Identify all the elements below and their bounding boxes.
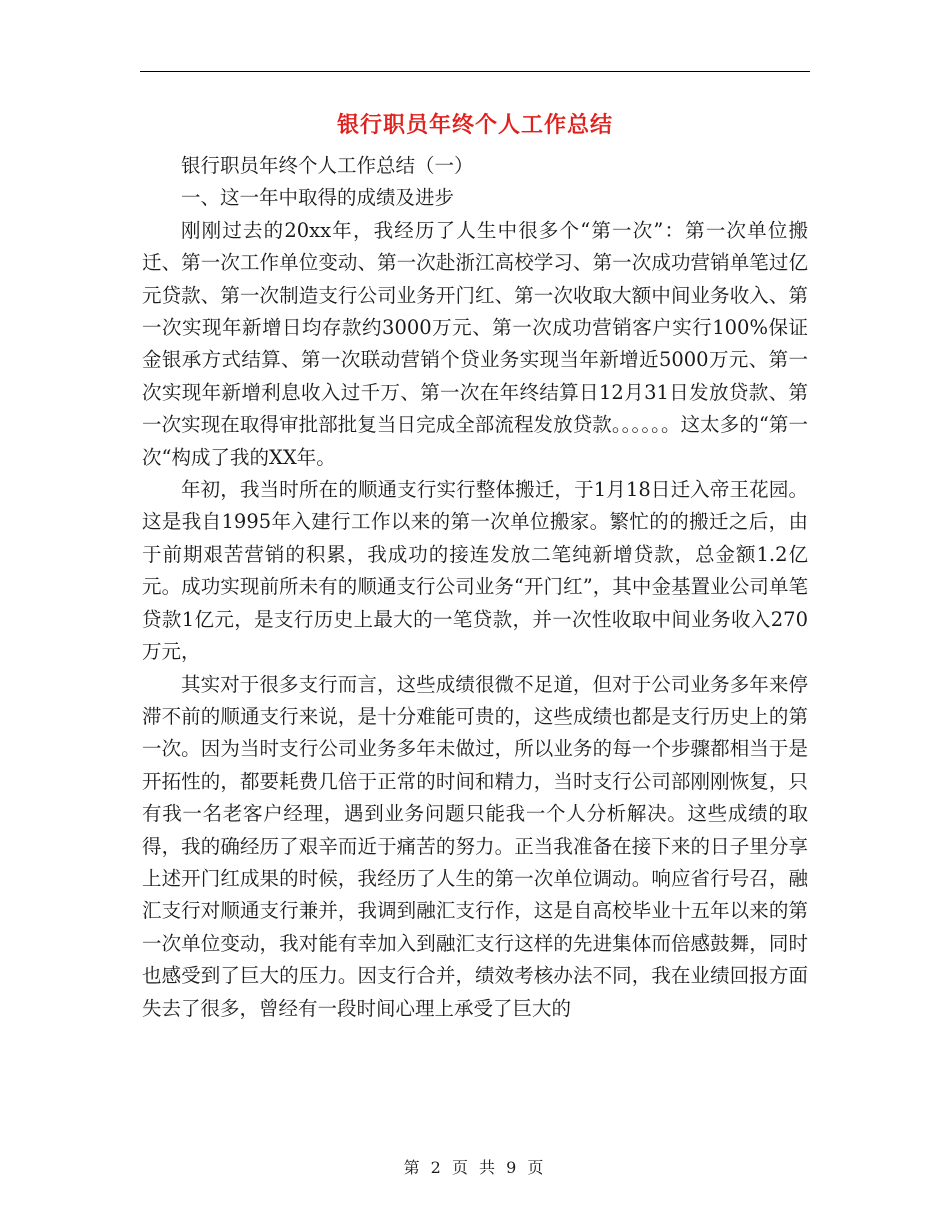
section-title: 银行职员年终个人工作总结（一） <box>181 154 474 177</box>
document-title: 银行职员年终个人工作总结 <box>336 112 613 138</box>
page-number-footer: 第 2 页 共 9 页 <box>403 1158 547 1177</box>
body-paragraph: 年初，我当时所在的顺通支行实行整体搬迁，于1月18日迁入帝王花园。这是我自1995年入建行工作以来的第一次单位搬家。繁忙的的搬迁之后，由于前期艰苦营销的积累，我成功的接连发放二笔纯新增贷款，总金额1.2亿元。成功实现前所未有的顺通支行公司业务“开门红”，其中金基置业公司单笔贷款1亿元，是支行历史上最大的一笔贷款，并一次性收取中间业务收入270万元， <box>142 478 808 664</box>
header-rule <box>140 71 810 72</box>
document-body <box>142 150 808 1025</box>
body-paragraph: 刚刚过去的20xx年，我经历了人生中很多个“第一次”：第一次单位搬迁、第一次工作单位变动、第一次赴浙江高校学习、第一次成功营销单笔过亿元贷款、第一次制造支行公司业务开门红、第一次收取大额中间业务收入、第一次实现年新增日均存款约3000万元、第一次成功营销客户实行100%保证金银承方式结算、第一次联动营销个贷业务实现当年新增近5000万元、第一次实现年新增利息收入过千万、第一次在年终结算日12月31日发放贷款、第一次实现在取得审批部批复当日完成全部流程发放贷款。。。。。。这太多的“第一次“构成了我的XX年。 <box>142 218 808 469</box>
heading-achievements: 一、这一年中取得的成绩及进步 <box>181 186 455 210</box>
body-paragraph: 其实对于很多支行而言，这些成绩很微不足道，但对于公司业务多年来停滞不前的顺通支行来说，是十分难能可贵的，这些成绩也都是支行历史上的第一次。因为当时支行公司业务多年未做过，所以业务的每一个步骤都相当于是开拓性的，都要耗费几倍于正常的时间和精力，当时支行公司部刚刚恢复，只有我一名老客户经理，遇到业务问题只能我一个人分析解决。这些成绩的取得，我的确经历了艰辛而近于痛苦的努力。正当我准备在接下来的日子里分享上述开门红成果的时候，我经历了人生的第一次单位调动。响应省行号召，融汇支行对顺通支行兼并，我调到融汇支行作，这是自高校毕业十五年以来的第一次单位变动，我对能有幸加入到融汇支行这样的先进集体而倍感鼓舞，同时也感受到了巨大的压力。因支行合并，绩效考核办法不同，我在业绩回报方面失去了很多，曾经有一段时间心理上承受了巨大的 <box>142 672 808 1020</box>
